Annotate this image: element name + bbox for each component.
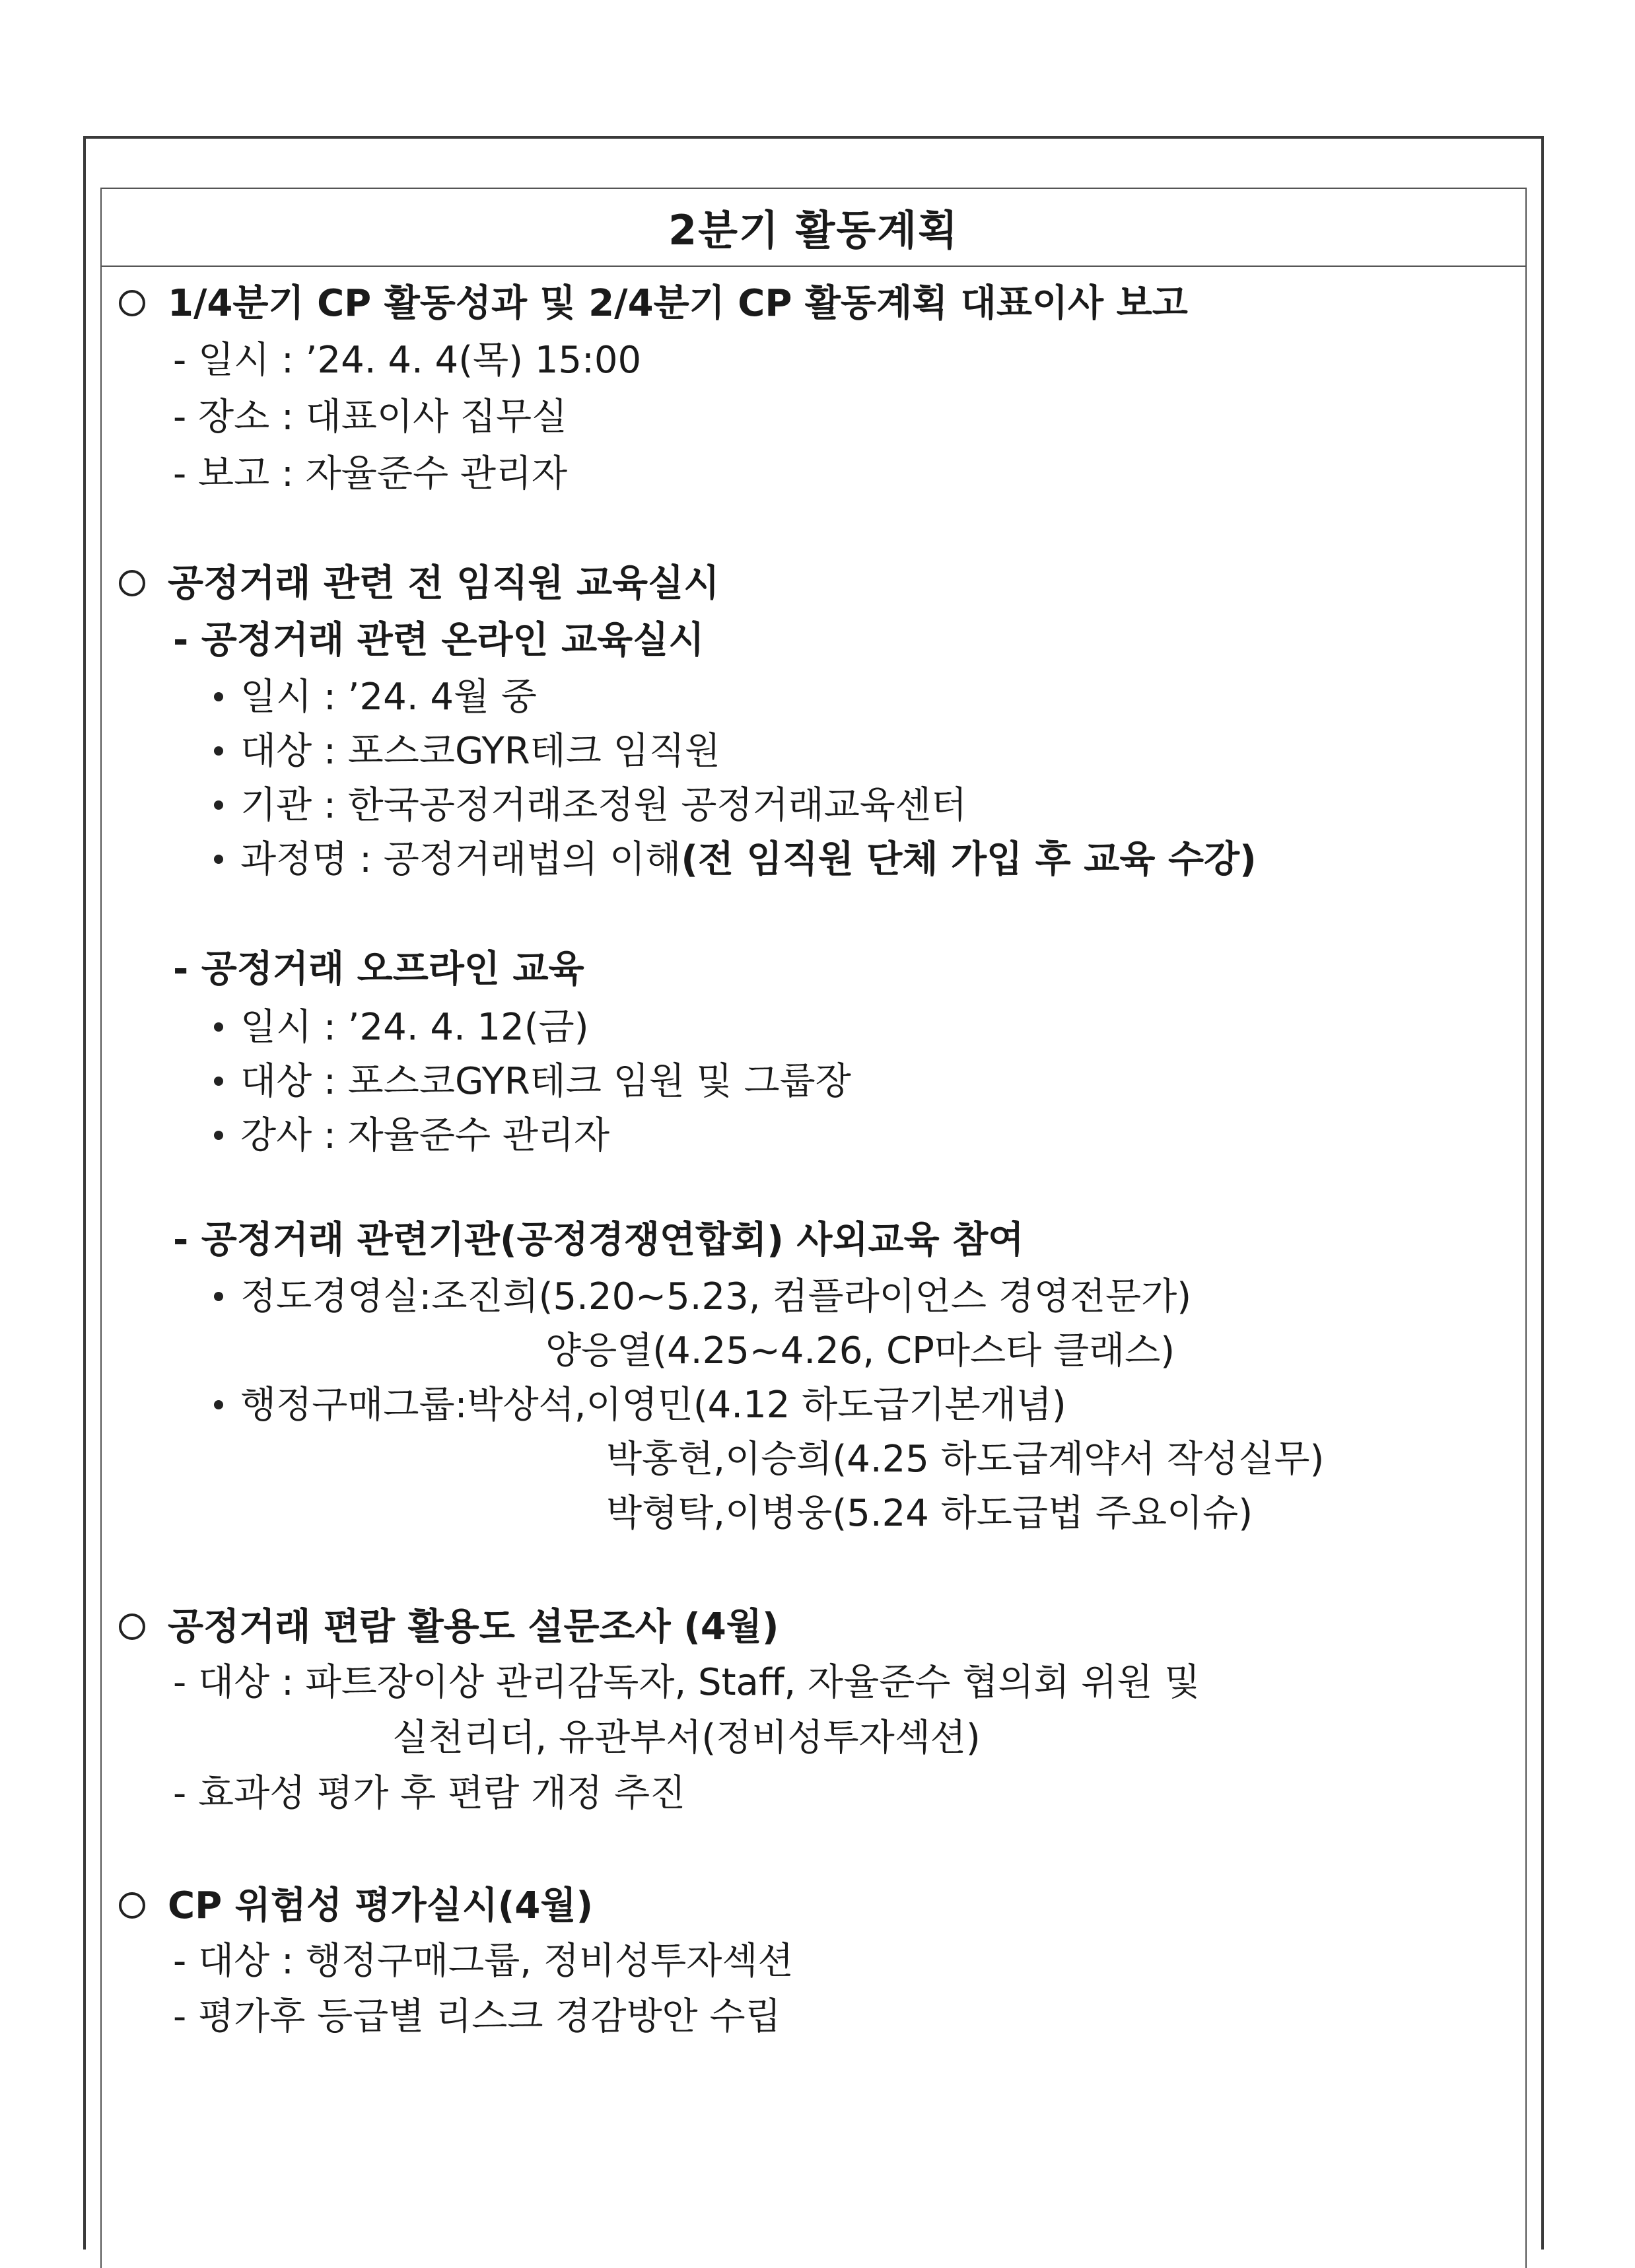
- subsection-online-heading: - 공정거래 관련 온라인 교육실시: [173, 619, 705, 662]
- list-item: 행정구매그룹:박상석,이영민(4.12 하도급기본개념): [214, 1387, 1066, 1424]
- subsection-offline-heading: - 공정거래 오프라인 교육: [173, 948, 584, 991]
- document-title: 2분기 활동계획: [100, 188, 1527, 267]
- section-3-heading: 공정거래 편람 활용도 설문조사 (4월): [119, 1609, 779, 1646]
- circle-bullet-icon: [119, 290, 145, 316]
- dot-bullet-icon: [214, 855, 223, 864]
- dot-bullet-icon: [214, 746, 223, 756]
- dot-bullet-icon: [214, 692, 223, 701]
- list-item: 대상 : 포스코GYR테크 임원 및 그룹장: [214, 1063, 851, 1100]
- section-3-item-continuation: 실천리더, 유관부서(정비성투자섹션): [392, 1717, 981, 1759]
- circle-bullet-icon: [119, 570, 145, 596]
- circle-bullet-icon: [119, 1892, 145, 1919]
- list-item-continuation: 양응열(4.25~4.26, CP마스타 클래스): [545, 1329, 1175, 1372]
- dot-bullet-icon: [214, 1131, 223, 1140]
- list-item: 강사 : 자율준수 관리자: [214, 1117, 609, 1154]
- dot-bullet-icon: [214, 1077, 223, 1086]
- section-2-heading: 공정거래 관련 전 임직원 교육실시: [119, 565, 719, 602]
- dot-bullet-icon: [214, 800, 223, 810]
- dot-bullet-icon: [214, 1292, 223, 1301]
- section-1-item: - 장소 : 대표이사 집무실: [173, 396, 568, 439]
- list-item: 일시 : ’24. 4. 12(금): [214, 1009, 589, 1046]
- list-item-continuation: 박형탁,이병웅(5.24 하도급법 주요이슈): [606, 1492, 1253, 1535]
- section-1-item: - 일시 : ’24. 4. 4(목) 15:00: [173, 339, 642, 382]
- list-item: 정도경영실:조진희(5.20~5.23, 컴플라이언스 경영전문가): [214, 1279, 1191, 1316]
- list-item: 기관 : 한국공정거래조정원 공정거래교육센터: [214, 787, 967, 824]
- section-4-heading: CP 위험성 평가실시(4월): [119, 1888, 593, 1925]
- section-1-heading: 1/4분기 CP 활동성과 및 2/4분기 CP 활동계획 대표이사 보고: [119, 285, 1188, 322]
- list-item: 대상 : 포스코GYR테크 임직원: [214, 733, 720, 770]
- subsection-external-heading: - 공정거래 관련기관(공정경쟁연합회) 사외교육 참여: [173, 1219, 1024, 1261]
- list-item: 일시 : ’24. 4월 중: [214, 679, 537, 716]
- dot-bullet-icon: [214, 1022, 223, 1032]
- section-4-item: - 대상 : 행정구매그룹, 정비성투자섹션: [173, 1940, 794, 1983]
- list-item: 과정명 : 공정거래법의 이해(전 임직원 단체 가입 후 교육 수강): [214, 841, 1257, 878]
- course-note: (전 임직원 단체 가입 후 교육 수강): [681, 838, 1257, 881]
- section-3-item: - 효과성 평가 후 편람 개정 추진: [173, 1772, 686, 1815]
- list-item-continuation: 박홍현,이승희(4.25 하도급계약서 작성실무): [606, 1438, 1325, 1481]
- section-1-item: - 보고 : 자율준수 관리자: [173, 452, 568, 495]
- dot-bullet-icon: [214, 1400, 223, 1409]
- section-4-item: - 평가후 등급별 리스크 경감방안 수립: [173, 1995, 781, 2038]
- section-3-item: - 대상 : 파트장이상 관리감독자, Staff, 자율준수 협의회 위원 및: [173, 1661, 1200, 1704]
- circle-bullet-icon: [119, 1613, 145, 1640]
